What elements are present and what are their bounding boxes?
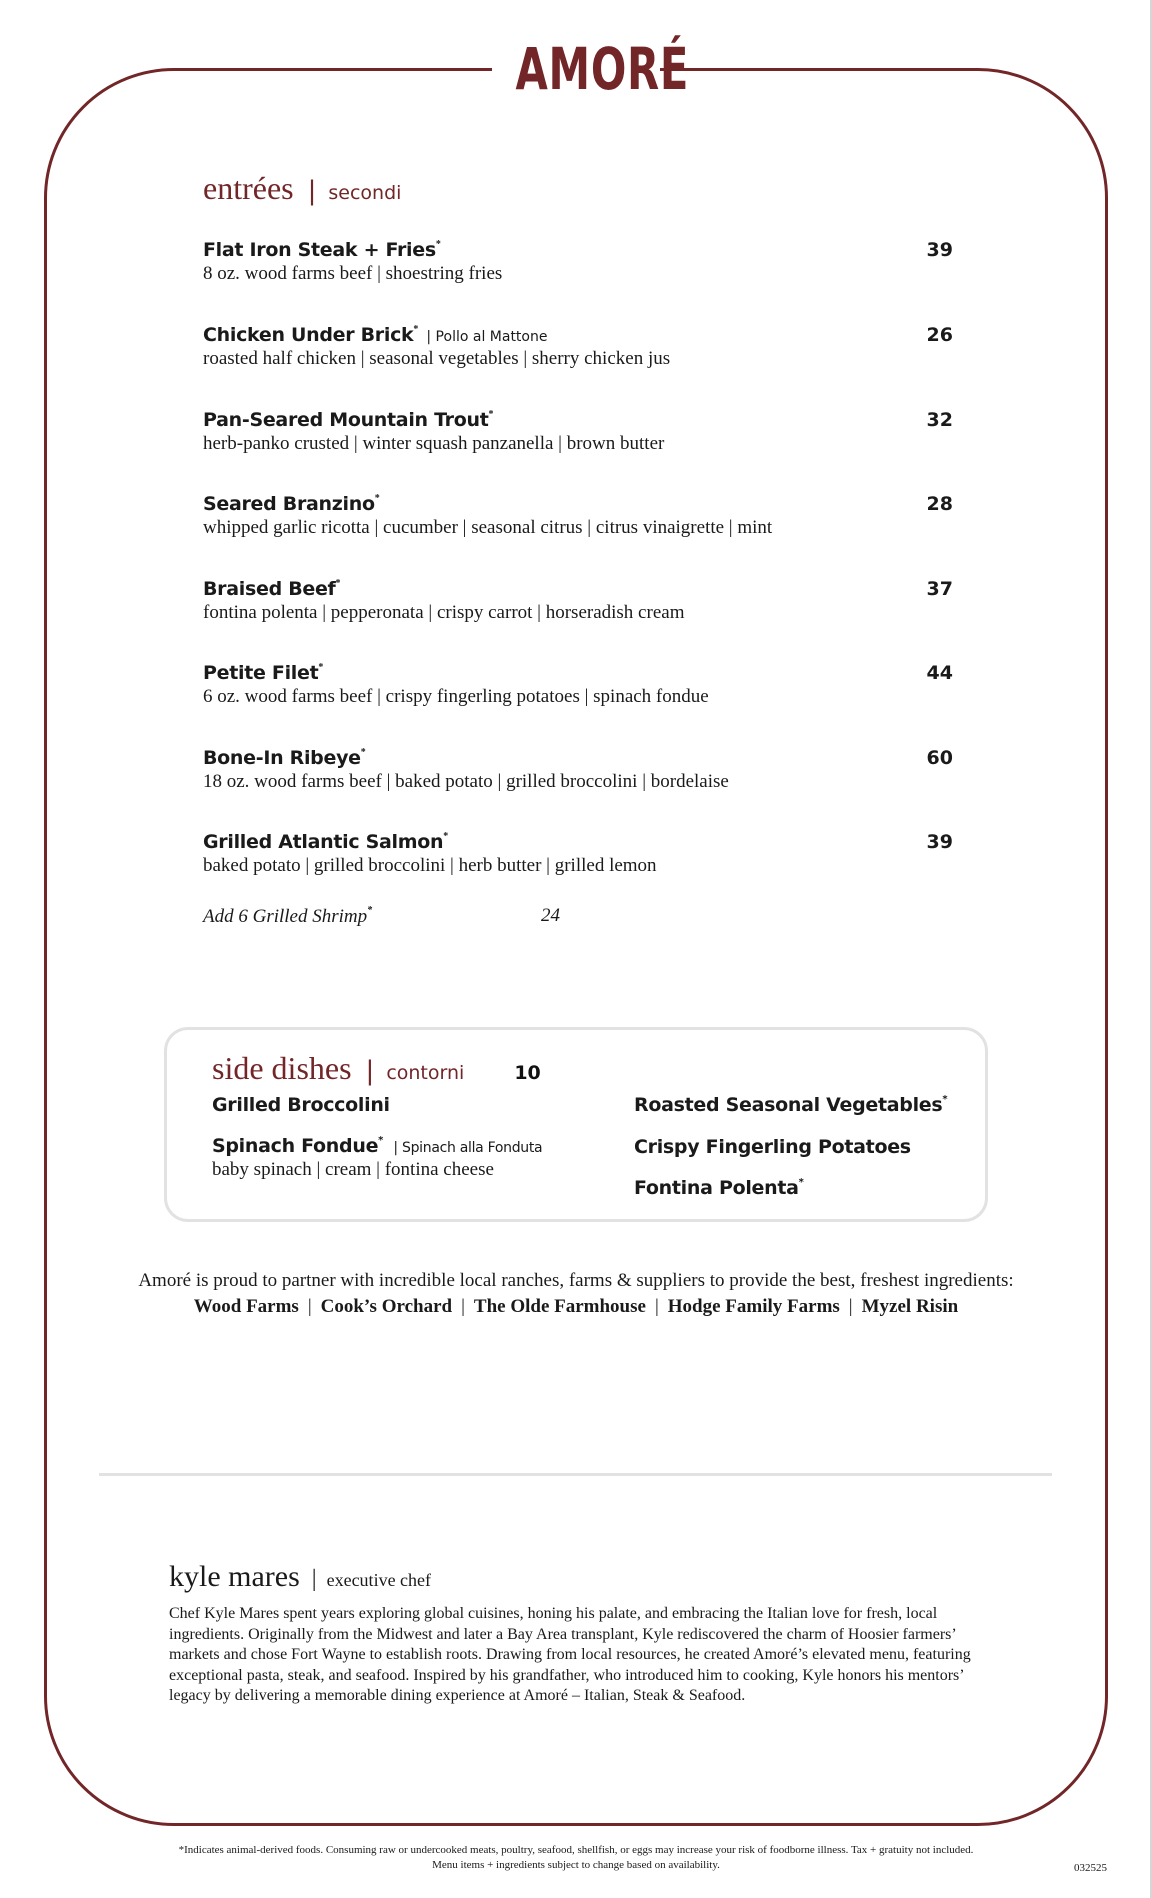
- addon-shrimp: [203, 905, 372, 928]
- item-price: 44: [926, 662, 953, 684]
- side-item-name: Grilled Broccolini: [212, 1094, 390, 1116]
- menu-item: [203, 324, 953, 370]
- animal-derived-mark: *: [367, 905, 373, 916]
- chef-title: executive chef: [326, 1570, 432, 1590]
- side-dishes-heading: [212, 1050, 541, 1087]
- entrees-heading-separator: |: [307, 176, 317, 206]
- item-price: 28: [926, 493, 953, 515]
- item-name: Grilled Atlantic Salmon: [203, 831, 444, 853]
- partners-list: [0, 1296, 1152, 1318]
- side-item: [634, 1177, 804, 1199]
- partner-name: Wood Farms: [193, 1296, 299, 1317]
- item-name: Braised Beef: [203, 578, 336, 600]
- item-name: Bone-In Ribeye: [203, 747, 361, 769]
- section-divider: [99, 1473, 1052, 1476]
- animal-derived-mark: *: [360, 747, 366, 758]
- item-description: whipped garlic ricotta | cucumber | seasonal citrus | citrus vinaigrette | mint: [203, 517, 773, 538]
- item-price: 26: [926, 324, 953, 346]
- menu-item: [203, 493, 953, 539]
- partner-name: The Olde Farmhouse: [473, 1296, 646, 1317]
- entrees-title: entrées: [203, 170, 294, 206]
- entrees-section: [203, 170, 953, 927]
- animal-derived-mark: *: [435, 239, 441, 250]
- item-description: 8 oz. wood farms beef | shoestring fries: [203, 263, 503, 284]
- partner-separator: |: [461, 1296, 465, 1317]
- partners-section: [0, 1270, 1152, 1318]
- chef-name: kyle mares: [169, 1560, 300, 1593]
- animal-derived-mark: *: [318, 662, 324, 673]
- item-name: Chicken Under Brick: [203, 324, 414, 346]
- side-item: [634, 1136, 911, 1158]
- menu-item: [203, 239, 953, 285]
- side-item: [212, 1094, 390, 1116]
- side-item: [212, 1135, 542, 1181]
- menu-item: [203, 578, 953, 624]
- partner-name: Myzel Risin: [861, 1296, 959, 1317]
- chef-heading: [169, 1560, 989, 1594]
- menu-item: [203, 747, 953, 793]
- item-description: fontina polenta | pepperonata | crispy carrot | horseradish cream: [203, 602, 685, 623]
- partner-separator: |: [654, 1296, 659, 1317]
- item-name: Seared Branzino: [203, 493, 375, 515]
- item-price: 39: [926, 831, 953, 853]
- side-item: [634, 1094, 947, 1116]
- chef-section: [169, 1560, 989, 1723]
- animal-derived-mark: *: [374, 493, 380, 504]
- side-item-name: Spinach Fondue: [212, 1135, 379, 1157]
- item-name: Flat Iron Steak + Fries: [203, 239, 436, 261]
- item-price: 39: [926, 239, 953, 261]
- animal-derived-mark: *: [798, 1177, 804, 1188]
- entrees-heading: [203, 170, 953, 207]
- side-item-name: Fontina Polenta: [634, 1177, 799, 1199]
- partner-name: Hodge Family Farms: [667, 1296, 840, 1317]
- menu-code: 032525: [1074, 1862, 1107, 1874]
- menu-item: [203, 409, 953, 455]
- item-description: 6 oz. wood farms beef | crispy fingerling potatoes | spinach fondue: [203, 686, 709, 707]
- disclaimer-line: *Indicates animal-derived foods. Consuming raw or undercooked meats, poultry, seafood, shellfish, or eggs may increase your risk of foodborne illness. Tax + gratuity not included.: [178, 1844, 974, 1856]
- addon-price: 24: [541, 905, 560, 926]
- item-description: roasted half chicken | seasonal vegetables | sherry chicken jus: [203, 348, 671, 369]
- item-name: Petite Filet: [203, 662, 319, 684]
- animal-derived-mark: *: [378, 1135, 384, 1146]
- side-item-description: baby spinach | cream | fontina cheese: [212, 1159, 494, 1180]
- side-item-italian-name: | Spinach alla Fonduta: [393, 1140, 543, 1156]
- side-dishes-heading-separator: |: [365, 1056, 375, 1086]
- item-price: 37: [926, 578, 953, 600]
- side-dishes-title: side dishes: [212, 1050, 352, 1086]
- animal-derived-mark: *: [413, 324, 419, 335]
- entrees-subtitle: secondi: [328, 182, 402, 204]
- side-item-name: Roasted Seasonal Vegetables: [634, 1094, 943, 1116]
- addon-name: Add 6 Grilled Shrimp: [203, 906, 368, 927]
- menu-item: [203, 662, 953, 708]
- disclaimer-line: Menu items + ingredients subject to change based on availability.: [432, 1859, 720, 1871]
- brand-logo: AMORÉ: [515, 35, 690, 103]
- partner-name: Cook’s Orchard: [320, 1296, 453, 1317]
- side-dishes-subtitle: contorni: [386, 1062, 465, 1084]
- partner-separator: |: [307, 1296, 312, 1317]
- item-price: 32: [926, 409, 953, 431]
- partner-separator: |: [848, 1296, 853, 1317]
- chef-bio: Chef Kyle Mares spent years exploring global cuisines, honing his palate, and embracing the Italian love for fresh, local ingredients. Originally from the Midwest and later a Bay Area transplant, Kyle rediscovered the charm of Hoosier farmers’ markets and chose Fort Wayne to establish roots. Drawing from local resources, he created Amoré’s elevated menu, featuring exceptional pasta, steak, and seafood. Inspired by his grandfather, who introduced him to cooking, Kyle honors his mentors’ legacy by delivering a memorable dining experience at Amoré – Italian, Steak & Seafood.: [169, 1605, 971, 1704]
- menu-item: [203, 831, 953, 877]
- side-dishes-price: 10: [514, 1062, 541, 1084]
- side-item-name: Crispy Fingerling Potatoes: [634, 1136, 911, 1158]
- item-price: 60: [926, 747, 953, 769]
- item-description: herb-panko crusted | winter squash panzanella | brown butter: [203, 433, 665, 454]
- item-description: baked potato | grilled broccolini | herb butter | grilled lemon: [203, 855, 657, 876]
- animal-derived-mark: *: [443, 831, 449, 842]
- item-italian-name: | Pollo al Mattone: [426, 329, 548, 345]
- item-name: Pan-Seared Mountain Trout: [203, 409, 489, 431]
- item-description: 18 oz. wood farms beef | baked potato | grilled broccolini | bordelaise: [203, 771, 729, 792]
- footer-disclaimer: [0, 1843, 1152, 1873]
- side-dishes-box: [164, 1027, 988, 1222]
- animal-derived-mark: *: [942, 1094, 948, 1105]
- partners-intro: Amoré is proud to partner with incredible local ranches, farms & suppliers to provide the best, freshest ingredients:: [138, 1270, 1014, 1291]
- animal-derived-mark: *: [488, 409, 494, 420]
- chef-heading-separator: |: [311, 1566, 317, 1592]
- animal-derived-mark: *: [335, 578, 341, 589]
